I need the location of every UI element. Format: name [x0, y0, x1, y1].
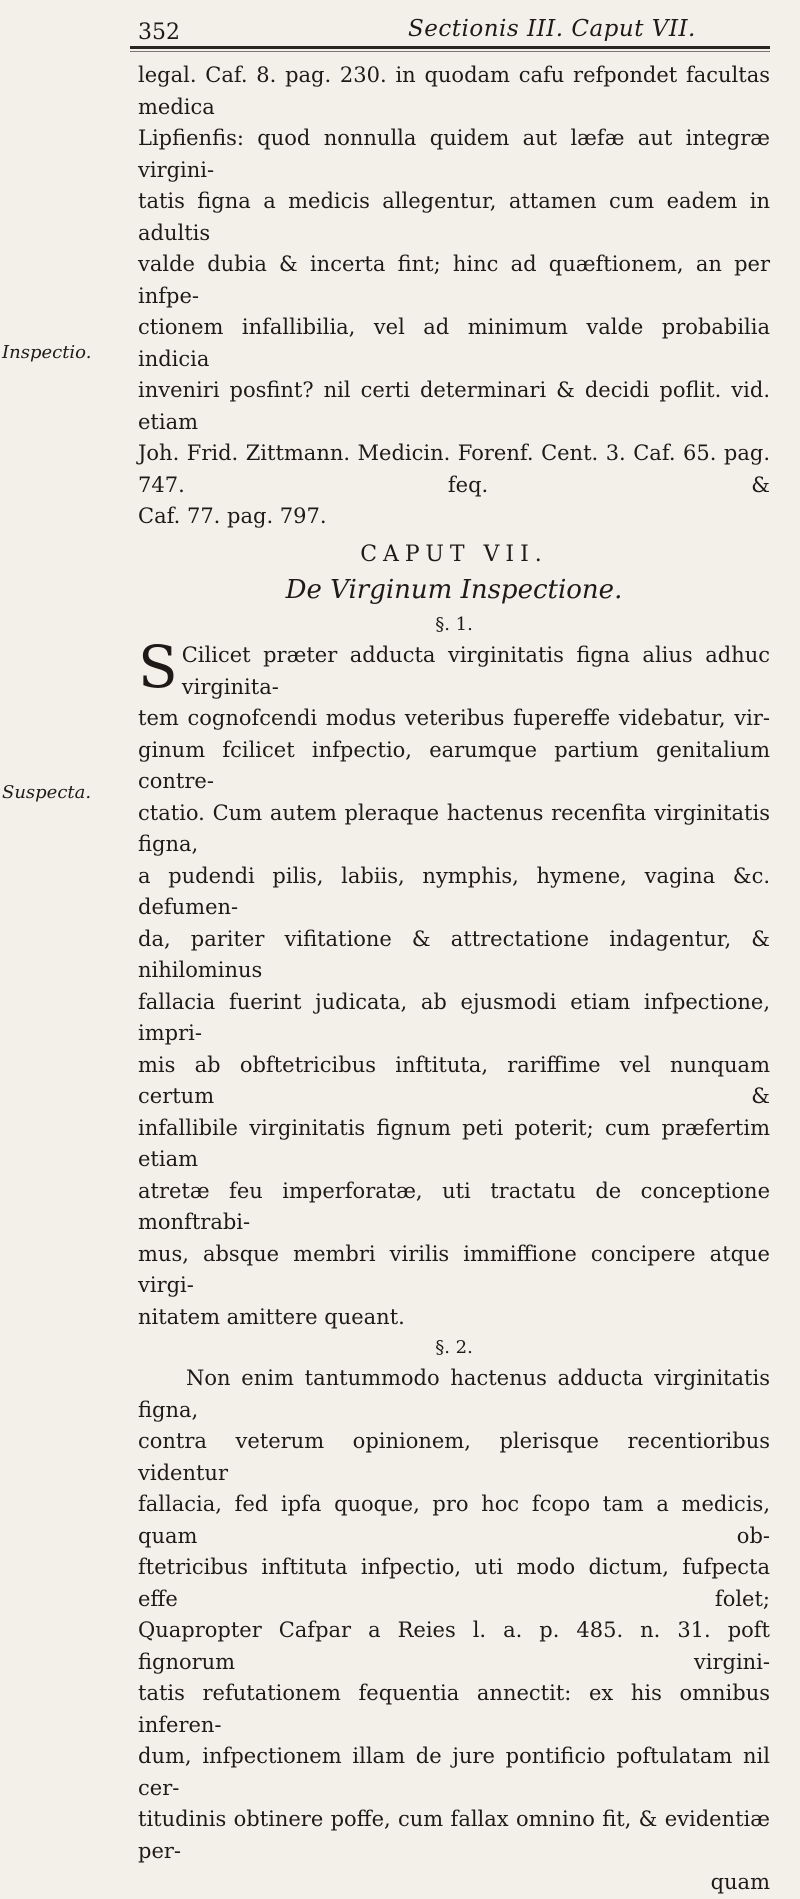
- text-line: ctionem infallibilia, vel ad minimum valde probabilia indicia: [138, 315, 770, 371]
- text-line: Cilicet præter adducta virginitatis figna alius adhuc virginita-: [181, 643, 770, 699]
- text-body: [138, 60, 770, 1899]
- text-line: fallacia fuerint judicata, ab ejusmodi etiam infpectione, impri-: [138, 989, 770, 1045]
- header-rule: [130, 46, 770, 49]
- text-line: a pudendi pilis, labiis, nymphis, hymene, vagina &c. defumen-: [138, 863, 770, 919]
- text-line: Lipfienfis: quod nonnulla quidem aut læfæ aut integræ virgini-: [138, 126, 770, 182]
- text-line: Joh. Frid. Zittmann. Medicin. Forenf. Cent. 3. Caf. 65. pag. 747. feq. &: [138, 441, 770, 497]
- catchword: quam: [710, 1870, 770, 1894]
- drop-cap: S: [138, 633, 178, 701]
- text-line: tem cognofcendi modus veteribus fupereffe videbatur, vir-: [138, 706, 770, 730]
- text-line: dum, infpectionem illam de jure pontificio poftulatam nil cer-: [138, 1744, 770, 1800]
- text-line: legal. Caf. 8. pag. 230. in quodam cafu refpondet facultas medica: [138, 63, 770, 119]
- text-line: tatis figna a medicis allegentur, attamen cum eadem in adultis: [138, 189, 770, 245]
- text-line: ginum fcilicet infpectio, earumque partium genitalium contre-: [138, 737, 770, 793]
- text-line: da, pariter vifitatione & attrectatione indagentur, & nihilominus: [138, 926, 770, 982]
- text-line: ftetricibus inftituta infpectio, uti modo dictum, fufpecta effe folet;: [138, 1555, 770, 1611]
- section-number-1: §. 1.: [435, 614, 473, 635]
- text-line: Caf. 77. pag. 797.: [138, 504, 327, 528]
- text-line: fallacia, fed ipfa quoque, pro hoc fcopo tam a medicis, quam ob-: [138, 1492, 770, 1548]
- page-number: 352: [138, 20, 180, 45]
- text-line: mis ab obftetricibus inftituta, rariffime vel nunquam certum &: [138, 1052, 770, 1108]
- paragraph-2: [138, 1363, 770, 1867]
- section-number-2: §. 2.: [435, 1337, 473, 1358]
- marginal-note-inspectio: Inspectio.: [2, 342, 92, 363]
- chapter-heading: CAPUT VII.: [360, 541, 548, 567]
- text-line: atretæ feu imperforatæ, uti tractatu de conceptione monftrabi-: [138, 1178, 770, 1234]
- chapter-subtitle: De Virginum Inspectione.: [285, 575, 623, 605]
- opening-paragraph: [138, 60, 770, 533]
- text-line: Quapropter Cafpar a Reies l. a. p. 485. n. 31. poft fignorum virgini-: [138, 1618, 770, 1674]
- paragraph-1: [138, 633, 770, 1333]
- text-line: contra veterum opinionem, plerisque recentioribus videntur: [138, 1429, 770, 1485]
- text-line: valde dubia & incerta fint; hinc ad quæftionem, an per infpe-: [138, 252, 770, 308]
- text-line: titudinis obtinere poffe, cum fallax omnino fit, & evidentiæ per-: [138, 1807, 770, 1863]
- text-line: Non enim tantummodo hactenus adducta virginitatis figna,: [138, 1366, 770, 1422]
- running-head: Sectionis III. Caput VII.: [408, 16, 696, 42]
- text-line: tatis refutationem fequentia annectit: ex his omnibus inferen-: [138, 1681, 770, 1737]
- text-line: ctatio. Cum autem pleraque hactenus recenfita virginitatis figna,: [138, 800, 770, 856]
- text-line: infallibile virginitatis fignum peti poterit; cum præfertim etiam: [138, 1115, 770, 1171]
- marginal-note-suspecta: Suspecta.: [2, 782, 92, 803]
- text-line: nitatem amittere queant.: [138, 1304, 405, 1329]
- text-line: inveniri posfint? nil certi determinari & decidi poflit. vid. etiam: [138, 378, 770, 434]
- page-header: [128, 6, 768, 46]
- header-rule-thin: [130, 51, 770, 52]
- text-line: mus, absque membri virilis immiffione concipere atque virgi-: [138, 1241, 770, 1297]
